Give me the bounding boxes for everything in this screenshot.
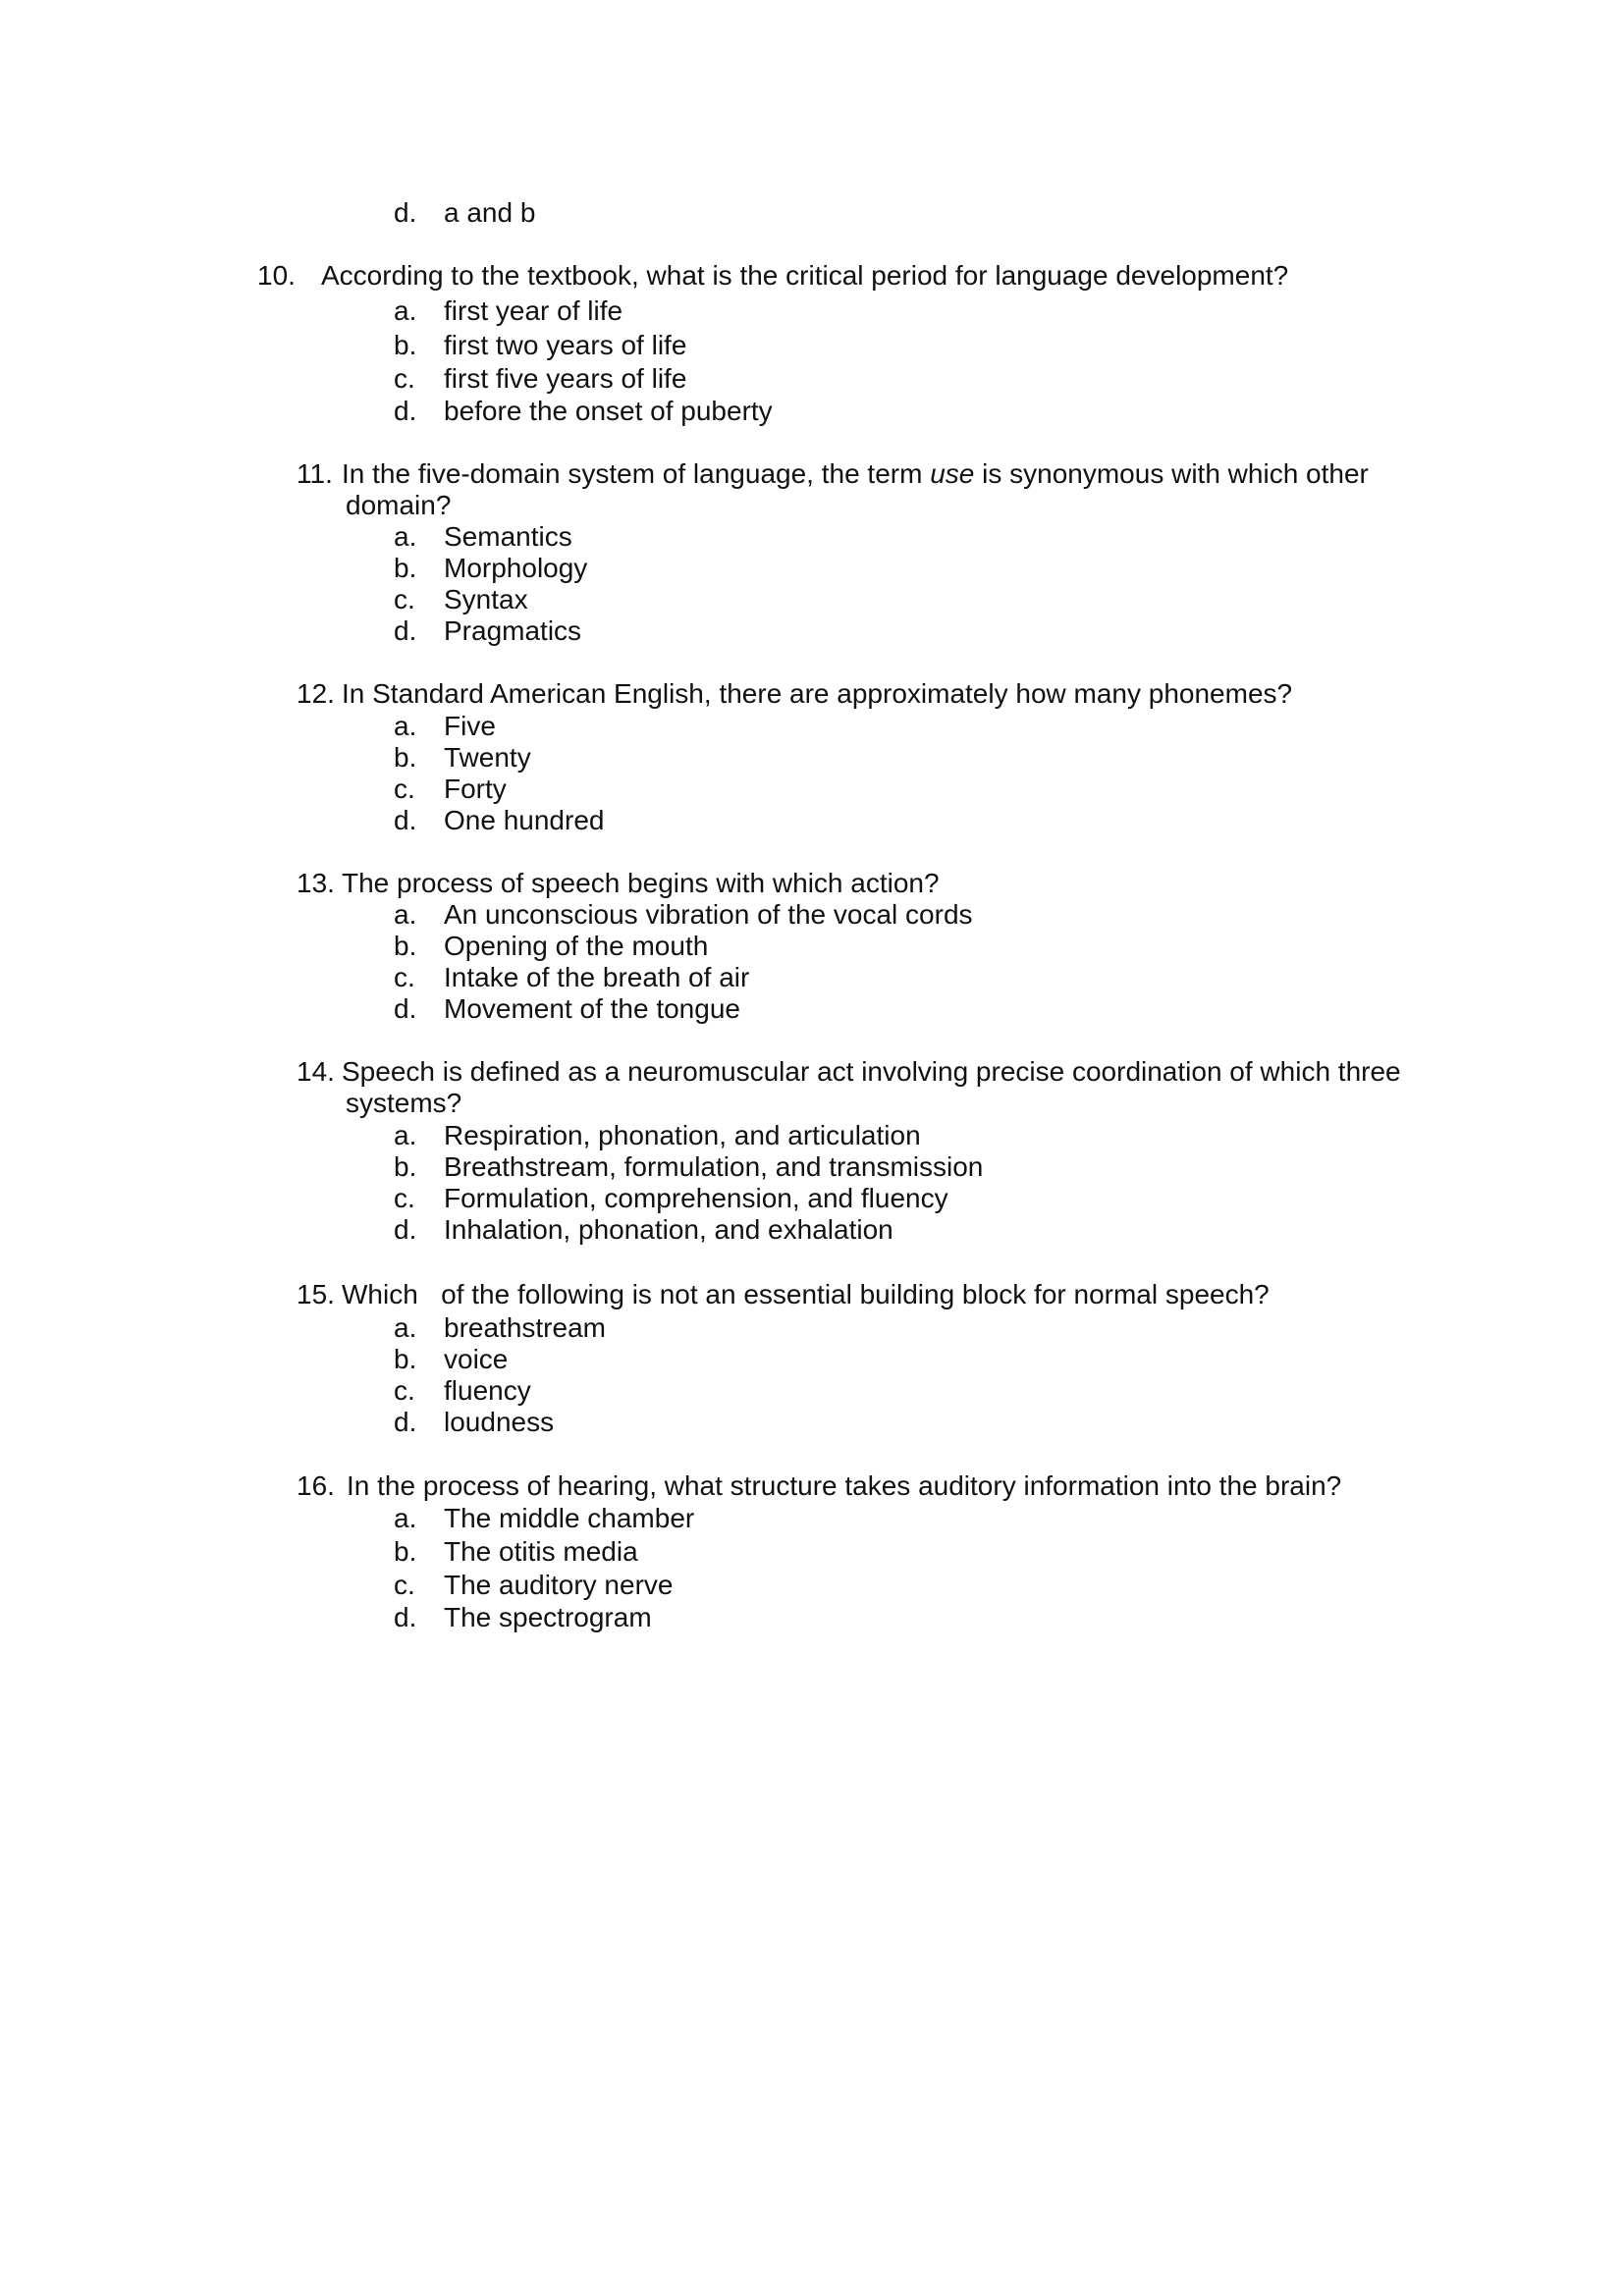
option-letter: a. (394, 295, 417, 326)
option-text: Twenty (444, 742, 531, 773)
question-text-continued: domain? (346, 490, 452, 520)
option-text: Pragmatics (444, 615, 582, 646)
option-text: The otitis media (444, 1536, 638, 1567)
question-text-italic: use (930, 458, 975, 489)
option-letter: d. (394, 805, 417, 835)
option-letter: b. (394, 553, 417, 583)
option-letter: d. (394, 1602, 417, 1632)
option-letter: b. (394, 742, 417, 773)
question-text (342, 458, 1369, 490)
option-letter: a. (394, 711, 417, 741)
option-text: first five years of life (444, 363, 687, 394)
option-text: loudness (444, 1407, 555, 1437)
option-text: Movement of the tongue (444, 993, 740, 1024)
question-number: 13. (297, 868, 335, 898)
option-text: breathstream (444, 1312, 606, 1343)
option-letter: b. (394, 1536, 417, 1567)
option-text: first two years of life (444, 330, 687, 360)
option-letter: c. (394, 363, 415, 394)
option-letter: a. (394, 521, 417, 552)
option-letter: c. (394, 584, 415, 614)
option-letter: a. (394, 1120, 417, 1150)
option-text: Forty (444, 774, 507, 804)
option-letter: d. (394, 993, 417, 1024)
option-letter: c. (394, 1570, 415, 1600)
question-number: 14. (297, 1056, 335, 1087)
option-letter: a. (394, 1503, 417, 1533)
option-letter: d. (394, 1407, 417, 1437)
question-text: Speech is defined as a neuromuscular act involving precise coordination of which three (342, 1056, 1401, 1087)
option-text: Intake of the breath of air (444, 962, 750, 992)
question-text: Which of the following is not an essential building block for normal speech? (342, 1279, 1270, 1309)
option-letter: a. (394, 899, 417, 930)
question-number: 10. (257, 260, 296, 291)
option-letter: d. (394, 1214, 417, 1245)
option-letter: d. (394, 615, 417, 646)
option-text: Five (444, 711, 496, 741)
question-number: 16. (297, 1470, 335, 1501)
question-text: According to the textbook, what is the critical period for language development? (321, 260, 1289, 291)
question-text: In Standard American English, there are approximately how many phonemes? (342, 678, 1293, 709)
option-text: first year of life (444, 295, 623, 326)
question-number: 11. (297, 458, 333, 489)
option-letter: b. (394, 1344, 417, 1374)
option-letter: a. (394, 1312, 417, 1343)
option-letter: c. (394, 774, 415, 804)
option-letter: b. (394, 931, 417, 961)
option-text: before the onset of puberty (444, 396, 773, 426)
option-text: Morphology (444, 553, 588, 583)
option-text: Respiration, phonation, and articulation (444, 1120, 921, 1150)
question-text: In the process of hearing, what structure takes auditory information into the brain? (347, 1470, 1342, 1501)
option-text: Semantics (444, 521, 572, 552)
option-letter: d. (394, 197, 417, 228)
option-text: An unconscious vibration of the vocal cords (444, 899, 973, 930)
option-text: Formulation, comprehension, and fluency (444, 1183, 948, 1213)
option-letter: b. (394, 1151, 417, 1182)
option-text: One hundred (444, 805, 605, 835)
option-text: fluency (444, 1375, 531, 1406)
question-text-part: In the five-domain system of language, the term (342, 458, 931, 489)
option-letter: d. (394, 396, 417, 426)
option-letter: c. (394, 962, 415, 992)
question-text-continued: systems? (346, 1088, 462, 1118)
option-letter: c. (394, 1375, 415, 1406)
option-text: voice (444, 1344, 509, 1374)
option-letter: b. (394, 330, 417, 360)
question-text-part: is synonymous with which other (974, 458, 1369, 489)
question-text: The process of speech begins with which action? (342, 868, 940, 898)
option-text: Breathstream, formulation, and transmission (444, 1151, 984, 1182)
option-text: Opening of the mouth (444, 931, 709, 961)
option-letter: c. (394, 1183, 415, 1213)
question-number: 12. (297, 678, 335, 709)
option-text: The auditory nerve (444, 1570, 674, 1600)
option-text: a and b (444, 197, 536, 228)
question-number: 15. (297, 1279, 335, 1309)
option-text: Syntax (444, 584, 528, 614)
option-text: Inhalation, phonation, and exhalation (444, 1214, 893, 1245)
option-text: The spectrogram (444, 1602, 652, 1632)
option-text: The middle chamber (444, 1503, 695, 1533)
